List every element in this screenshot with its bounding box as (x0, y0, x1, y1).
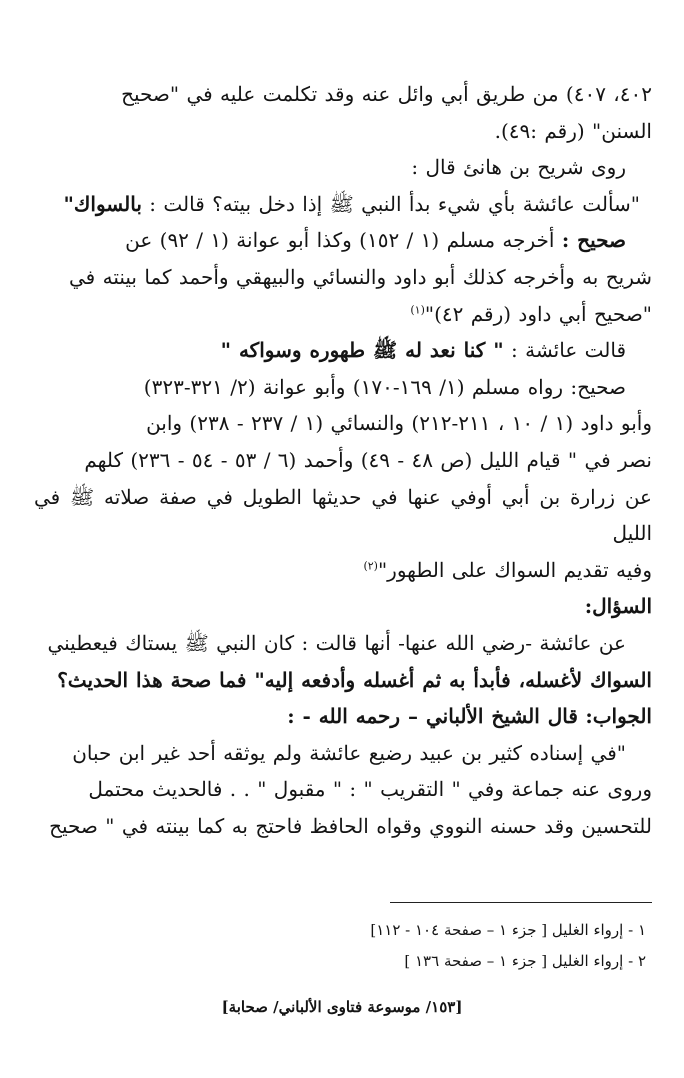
text-line: السنن" (رقم :٤٩). (494, 118, 652, 143)
text-line (34, 296, 652, 333)
text-line: ٤٠٢، ٤٠٧) من طريق أبي وائل عنه وقد تكلمت عليه في "صحيح (121, 82, 652, 106)
question-text: السواك لأغسله، فأبدأ به ثم أغسله وأدفعه إليه" فما صحة هذا الحديث؟ (57, 667, 652, 692)
hadith-text: " كنا نعد له ﷺ طهوره وسواكه " (220, 338, 504, 363)
footnote: ١ - إرواء الغليل [ جزء ١ – صفحة ١٠٤ - ١١٢] (370, 921, 646, 939)
footnotes (34, 915, 646, 977)
footnote-marker: (٢) (363, 559, 378, 573)
question-heading: السؤال: (584, 594, 652, 619)
speaker-text: قالت عائشة : (511, 338, 626, 363)
footnote-separator (390, 902, 652, 903)
text-line: وأبو داود (١ / ١٠ ، ٢١١-٢١٢) والنسائي (١ / ٢٣٧ - ٢٣٨) وابن (146, 411, 652, 436)
takhrij-text: وفيه تقديم السواك على الطهور" (377, 557, 652, 582)
hadith-answer: بالسواك" (63, 191, 142, 216)
reference-text: "صحيح أبي داود (رقم ٤٢)" (424, 301, 652, 326)
main-text (34, 76, 652, 844)
text-line (34, 698, 652, 735)
hadith-text: "سألت عائشة بأي شيء بدأ النبي ﷺ إذا دخل بيته؟ قالت : (149, 191, 640, 216)
footnote-marker: (١) (410, 302, 425, 316)
text-line: "في إسناده كثير بن عبيد رضيع عائشة ولم يوثقه أحد غير ابن حبان (72, 740, 626, 765)
text-line (34, 552, 652, 589)
grading-label: صحيح : (561, 228, 626, 253)
text-line (34, 222, 652, 259)
answer-attribution: قال الشيخ الألباني – رحمه الله - : (287, 704, 578, 729)
text-line: عن زرارة بن أبي أوفي عنها في حديثها الطويل في صفة صلاته ﷺ في الليل (34, 484, 652, 546)
text-line: صحيح: رواه مسلم (١/ ١٦٩-١٧٠) وأبو عوانة (٢/ ٣٢١-٣٢٣) (143, 374, 626, 399)
text-line: نصر في " قيام الليل (ص ٤٨ - ٤٩) وأحمد (٦ / ٥٣ - ٥٤ - ٢٣٦) كلهم (84, 447, 652, 472)
text-line: وروى عنه جماعة وفي " التقريب " : " مقبول " . . فالحديث محتمل (88, 777, 652, 802)
text-line: روى شريح بن هانئ قال : (411, 155, 626, 180)
text-line (34, 588, 652, 625)
text-line (34, 186, 652, 223)
takhrij-text: أخرجه مسلم (١ / ١٥٢) وكذا أبو عوانة (١ / ٩٢) عن (125, 228, 555, 253)
answer-heading: الجواب: (585, 704, 652, 729)
text-line: للتحسين وقد حسنه النووي وقواه الحافظ فاحتج به كما بينته في " صحيح (49, 813, 652, 838)
text-line: عن عائشة -رضي الله عنها- أنها قالت : كان النبي ﷺ يستاك فيعطيني (47, 630, 626, 655)
page-number: [١٥٣/ موسوعة فتاوى الألباني/ صحابة] (221, 998, 463, 1016)
text-line: شريح به وأخرجه كذلك أبو داود والنسائي والبيهقي وأحمد كما بينته في (69, 264, 652, 289)
footnote: ٢ - إرواء الغليل [ جزء ١ – صفحة ١٣٦ ] (404, 952, 646, 970)
text-line (34, 662, 652, 699)
text-line (34, 332, 652, 369)
